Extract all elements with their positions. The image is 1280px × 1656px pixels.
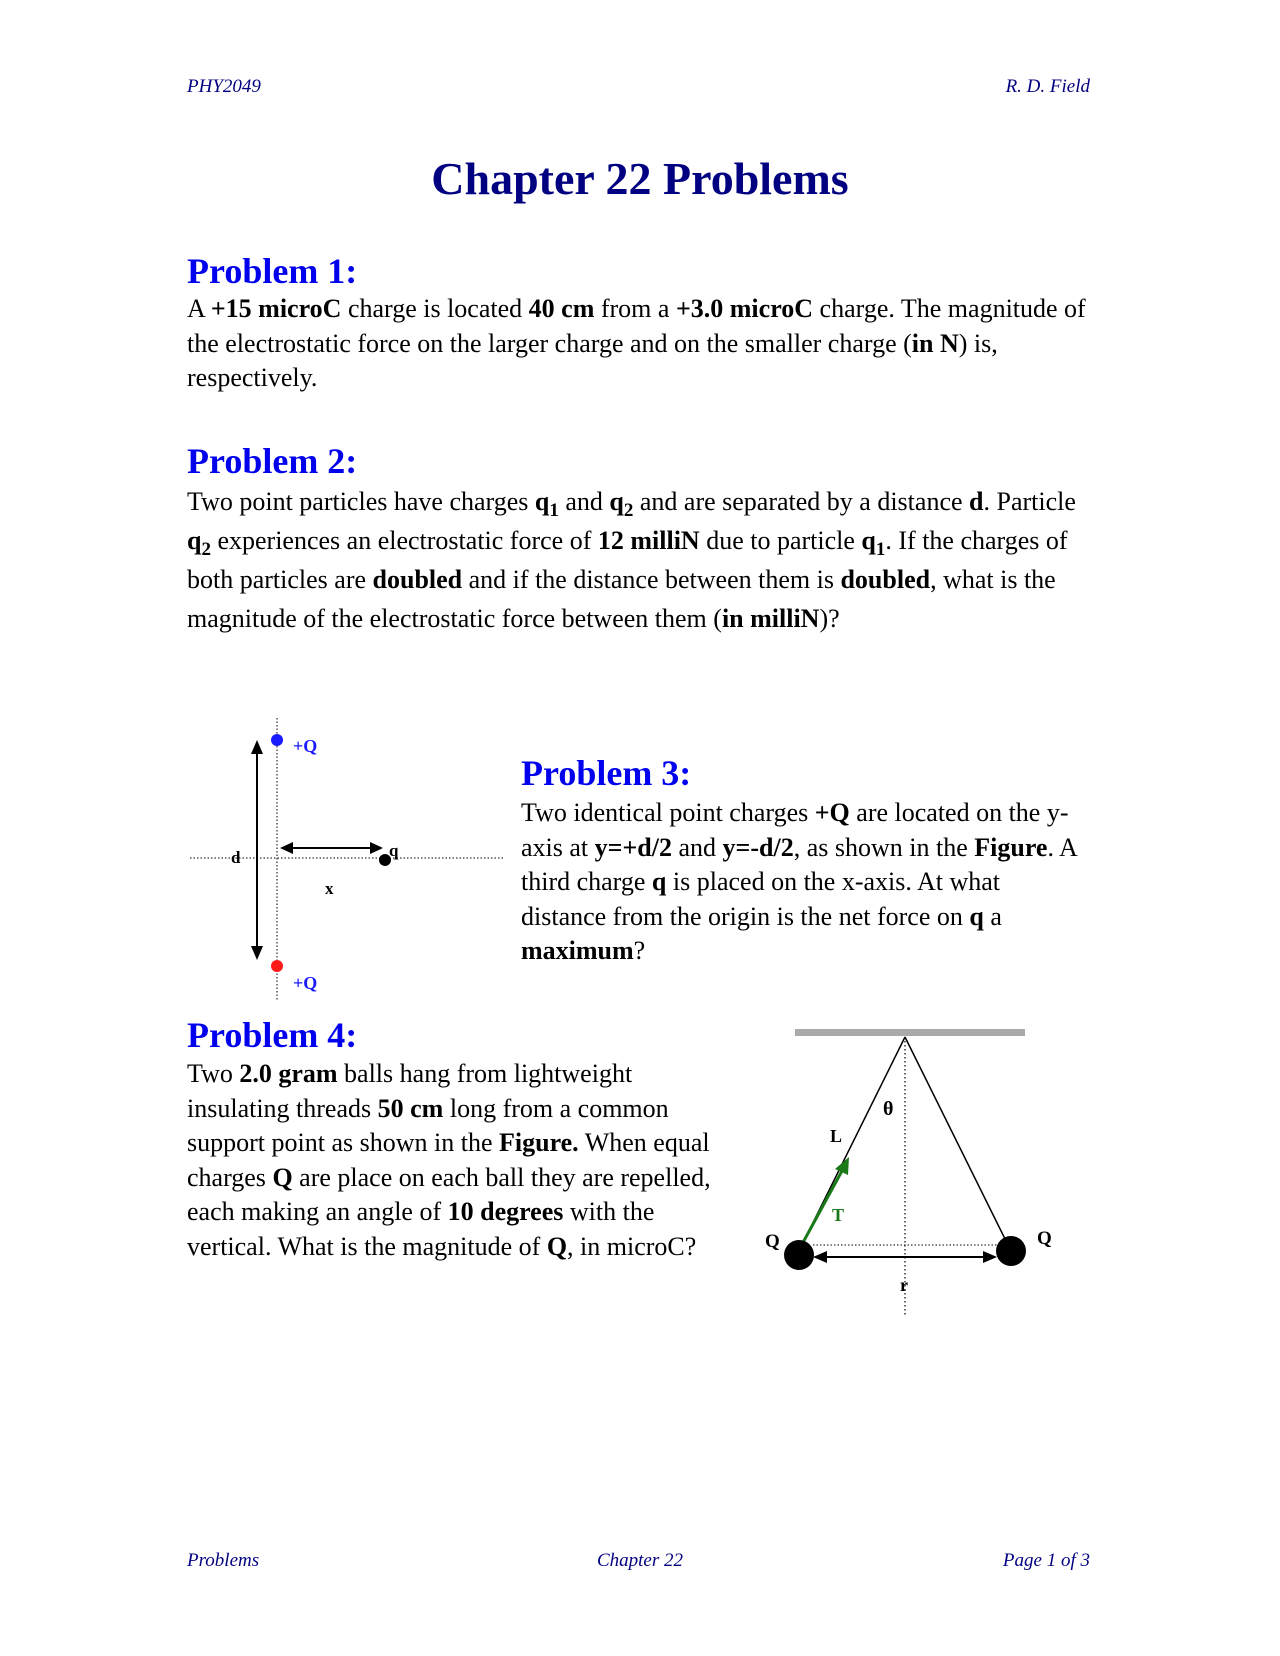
bottom-charge xyxy=(271,960,283,972)
problem-1-text: A +15 microC charge is located 40 cm from a +3.0 microC charge. The magnitude of the electrostatic force on the larger charge and on the smaller charge (in N) is, respectively. xyxy=(187,294,1086,392)
header-course: PHY2049 xyxy=(187,76,261,97)
right-thread xyxy=(905,1037,1011,1251)
header-author: R. D. Field xyxy=(1005,76,1090,97)
page-title: Chapter 22 Problems xyxy=(431,153,849,204)
top-charge-label: +Q xyxy=(293,736,318,756)
right-ball xyxy=(996,1236,1026,1266)
problem-2-text: Two point particles have charges $q_1$ and $q_2$ and are separated by a distance d. Particle $q_2$ experiences an electrostatic force of 12 milliN due to particle $q_1$. If the charges of both particles are doubled and if the distance between them is doubled, what is the magnitude of the electrostatic force between them (in milliN)? xyxy=(187,487,1076,633)
footer-center: Chapter 22 xyxy=(596,1550,684,1571)
theta-label: θ xyxy=(883,1098,894,1120)
x-label: x xyxy=(325,879,334,898)
top-charge xyxy=(271,734,283,746)
right-Q-label: Q xyxy=(1037,1228,1052,1249)
problem-3-heading: Problem 3: xyxy=(521,753,692,793)
problem-4-figure xyxy=(755,1015,1055,1325)
ceiling xyxy=(795,1029,1025,1036)
problem-3-figure xyxy=(185,710,515,1010)
r-label: r xyxy=(900,1275,908,1295)
bottom-charge-label: +Q xyxy=(293,973,318,993)
left-Q-label: Q xyxy=(765,1231,780,1252)
q-label: q xyxy=(389,841,399,860)
problem-2-heading: Problem 2: xyxy=(187,441,358,481)
footer-right: Page 1 of 3 xyxy=(1002,1550,1090,1571)
footer-left: Problems xyxy=(187,1550,260,1571)
problem-4-text: Two 2.0 gram balls hang from lightweight insulating threads 50 cm long from a common support point as shown in the Figure. When equal charges Q are place on each ball they are repelled, each making an angle of 10 degrees with the vertical. What is the magnitude of Q, in microC? xyxy=(187,1059,711,1261)
d-label: d xyxy=(231,848,241,867)
problem-4-heading: Problem 4: xyxy=(187,1015,358,1055)
problem-1-heading: Problem 1: xyxy=(187,251,358,291)
T-label: T xyxy=(832,1205,845,1225)
L-label: L xyxy=(830,1126,843,1146)
left-ball xyxy=(784,1240,814,1270)
problem-3-text: Two identical point charges +Q are located on the y-axis at y=+d/2 and y=-d/2, as shown in the Figure. A third charge q is placed on the x-axis. At what distance from the origin is the net force on q a maximum? xyxy=(521,798,1077,965)
